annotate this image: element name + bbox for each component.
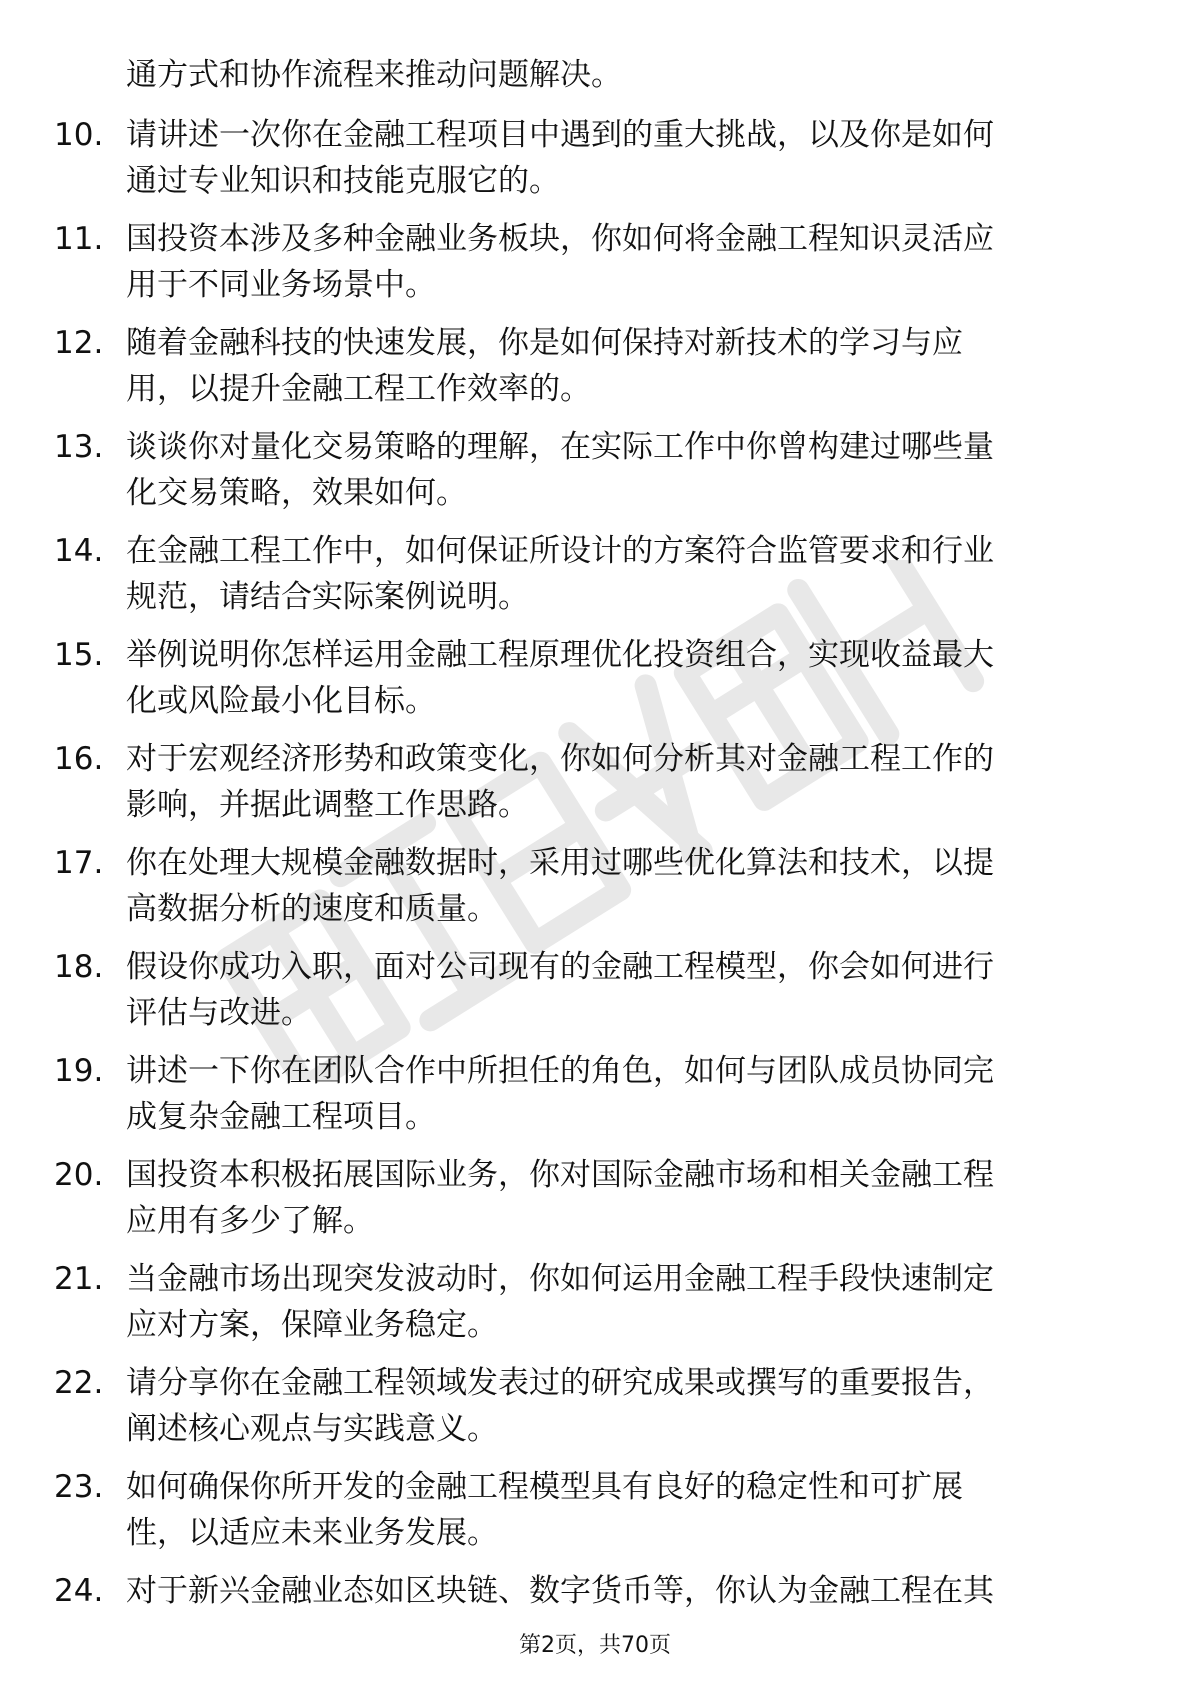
question-line: 影响，并据此调整工作思路。: [126, 787, 529, 823]
question-text: [126, 1360, 1116, 1452]
question-line: 假设你成功入职，面对公司现有的金融工程模型，你会如何进行: [126, 949, 994, 985]
question-line: 对于新兴金融业态如区块链、数字货币等，你认为金融工程在其: [126, 1573, 994, 1609]
question-item: [0, 1464, 1190, 1568]
question-line: 性，以适应未来业务发展。: [126, 1515, 498, 1551]
question-line: 讲述一下你在团队合作中所担任的角色，如何与团队成员协同完: [126, 1053, 994, 1089]
question-line: 用，以提升金融工程工作效率的。: [126, 371, 591, 407]
question-text: [126, 1152, 1116, 1244]
question-item: [0, 528, 1190, 632]
question-line: 国投资本积极拓展国际业务，你对国际金融市场和相关金融工程: [126, 1157, 994, 1193]
question-item: [0, 736, 1190, 840]
question-number: 23.: [54, 1469, 104, 1505]
question-number: 16.: [54, 741, 104, 777]
question-line: 请分享你在金融工程领域发表过的研究成果或撰写的重要报告，: [126, 1365, 994, 1401]
question-line: 举例说明你怎样运用金融工程原理优化投资组合，实现收益最大: [126, 637, 994, 673]
question-item: [0, 1360, 1190, 1464]
question-line: 对于宏观经济形势和政策变化，你如何分析其对金融工程工作的: [126, 741, 994, 777]
question-number: 17.: [54, 845, 104, 881]
page-footer: 第2页，共70页: [519, 1633, 671, 1658]
question-text: [126, 216, 1116, 308]
question-number: 24.: [54, 1573, 104, 1609]
question-text: [126, 320, 1116, 412]
question-line: 请讲述一次你在金融工程项目中遇到的重大挑战，以及你是如何: [126, 117, 994, 153]
question-number: 14.: [54, 533, 104, 569]
question-line: 高数据分析的速度和质量。: [126, 891, 498, 927]
question-item: [0, 216, 1190, 320]
question-line: 通过专业知识和技能克服它的。: [126, 163, 560, 199]
question-line: 应对方案，保障业务稳定。: [126, 1307, 498, 1343]
question-item: [0, 1152, 1190, 1256]
question-text: [126, 632, 1116, 724]
question-number: 22.: [54, 1365, 104, 1401]
question-line: 谈谈你对量化交易策略的理解，在实际工作中你曾构建过哪些量: [126, 429, 994, 465]
question-item: [0, 1256, 1190, 1360]
question-number: 10.: [54, 117, 104, 153]
question-line: 国投资本涉及多种金融业务板块，你如何将金融工程知识灵活应: [126, 221, 994, 257]
question-text: [126, 736, 1116, 828]
question-item: [0, 632, 1190, 736]
question-number: 12.: [54, 325, 104, 361]
question-text: [126, 944, 1116, 1036]
question-text: [126, 1464, 1116, 1556]
question-line: 评估与改进。: [126, 995, 312, 1031]
question-item: [0, 112, 1190, 216]
question-line: 应用有多少了解。: [126, 1203, 374, 1239]
question-number: 15.: [54, 637, 104, 673]
question-text: [126, 840, 1116, 932]
question-number: 18.: [54, 949, 104, 985]
question-list: [0, 112, 1190, 1672]
question-line: 如何确保你所开发的金融工程模型具有良好的稳定性和可扩展: [126, 1469, 963, 1505]
question-line: 阐述核心观点与实践意义。: [126, 1411, 498, 1447]
question-item: [0, 1048, 1190, 1152]
question-line: 成复杂金融工程项目。: [126, 1099, 436, 1135]
question-text: [126, 112, 1116, 204]
question-text: [126, 1256, 1116, 1348]
question-line: 规范，请结合实际案例说明。: [126, 579, 529, 615]
question-number: 21.: [54, 1261, 104, 1297]
question-number: 11.: [54, 221, 104, 257]
question-text: [126, 528, 1116, 620]
continued-question-text: 通方式和协作流程来推动问题解决。: [126, 57, 622, 93]
question-text: [126, 1048, 1116, 1140]
question-line: 在金融工程工作中，如何保证所设计的方案符合监管要求和行业: [126, 533, 994, 569]
question-line: 用于不同业务场景中。: [126, 267, 436, 303]
question-line: 化或风险最小化目标。: [126, 683, 436, 719]
question-item: [0, 944, 1190, 1048]
question-line: 你在处理大规模金融数据时，采用过哪些优化算法和技术，以提: [126, 845, 994, 881]
question-line: 随着金融科技的快速发展，你是如何保持对新技术的学习与应: [126, 325, 963, 361]
question-number: 13.: [54, 429, 104, 465]
question-item: [0, 424, 1190, 528]
question-number: 19.: [54, 1053, 104, 1089]
question-item: [0, 840, 1190, 944]
question-text: [126, 1568, 1116, 1614]
question-line: 当金融市场出现突发波动时，你如何运用金融工程手段快速制定: [126, 1261, 994, 1297]
question-number: 20.: [54, 1157, 104, 1193]
question-text: [126, 424, 1116, 516]
question-item: [0, 320, 1190, 424]
question-line: 化交易策略，效果如何。: [126, 475, 467, 511]
